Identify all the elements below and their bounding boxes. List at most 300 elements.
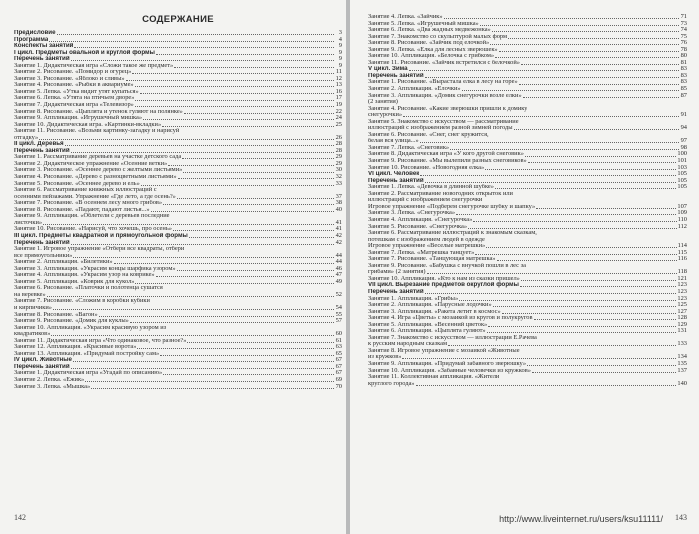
leader-dots (495, 57, 679, 58)
leader-dots (143, 119, 334, 120)
toc-entry-title: Занятие 8. Рисование. «Вагон» (14, 311, 98, 318)
toc-entry-title: Занятие 11. Рисование. «Возьми картинку-загадку и нарисуй (14, 128, 180, 135)
leader-dots (528, 162, 677, 163)
leader-dots (39, 139, 334, 140)
leader-dots (485, 169, 676, 170)
toc-entry-page: 67 (335, 370, 342, 377)
leader-dots (130, 322, 334, 323)
leader-dots (448, 345, 676, 346)
toc-entry-title: Занятие 4. Рисование. «Какие зверюшки пришли к домику (368, 105, 528, 112)
toc-entry-title: Занятие 3. Аппликация. «Украсим концы шарфика узором» (14, 265, 176, 272)
toc-entry-title: Занятие 3. Рисование. «Осеннее дерево с желтыми листьями» (14, 167, 183, 174)
toc-entry-title: Занятие 1. Рассматривание деревьев на участке детского сада (14, 154, 182, 161)
toc-entry-page: 28 (335, 147, 342, 154)
toc-entry (368, 381, 687, 388)
toc-list-left (14, 30, 342, 390)
toc-entry-title: Занятие 10. Рисование. «Новогодняя елка» (368, 164, 485, 171)
toc-entry-title: Занятие 9. Рисование. «Бабушка с внучкой пошли в лес за (368, 262, 526, 269)
leader-dots (427, 273, 677, 274)
toc-entry-page: 94 (680, 125, 687, 132)
toc-entry-title: Занятие 3. Аппликация. «Ракета летит в космос» (368, 308, 501, 315)
toc-entry-title: отгадку» (14, 134, 39, 141)
toc-entry-title: Занятие 9. Аппликация. «Придумай забавного зверюшку» (368, 360, 527, 367)
toc-entry-title: (2 занятия) (368, 99, 398, 106)
leader-dots (71, 60, 334, 61)
toc-entry-title: Занятие 3. Рисование. «Яблоко и сливы» (14, 75, 125, 82)
toc-entry-title: Занятие 4. Аппликация. «Снегурочка» (368, 216, 473, 223)
toc-entry-page: 57 (335, 318, 342, 325)
leader-dots (141, 185, 334, 186)
toc-entry-title: Занятие 9. Лепка. «Елка для лесных зверюшек» (368, 46, 498, 53)
toc-entry-title: Занятие 7. Знакомство с искусством — иллюстрации Е.Рачева (368, 334, 537, 341)
toc-entry-page: 26 (335, 134, 342, 141)
toc-entry-page: 69 (335, 376, 342, 383)
toc-entry-title: Занятие 5. Аппликация. «Весенний цветок» (368, 321, 488, 328)
toc-entry-title: Занятие 12. Аппликация. «Красивые ворота» (14, 344, 137, 351)
toc-entry-page: 123 (677, 288, 687, 295)
left-page (0, 0, 346, 534)
toc-entry-page: 9 (338, 43, 342, 50)
toc-entry-page: 118 (677, 269, 687, 276)
toc-entry-title: Занятие 5. Рисование. «Осеннее дерево и ель» (14, 180, 140, 187)
leader-dots (65, 145, 334, 146)
toc-entry-page: 12 (335, 75, 342, 82)
toc-entry-title: VII цикл. Вырезание предметов округлой формы (368, 282, 519, 289)
toc-entry-page: 41 (335, 219, 342, 226)
toc-entry-page: 4 (338, 36, 342, 43)
toc-entry-page: 73 (680, 20, 687, 27)
toc-entry-page: 25 (335, 121, 342, 128)
leader-dots (523, 97, 679, 98)
toc-entry-page: 129 (677, 321, 687, 328)
leader-dots (450, 149, 679, 150)
leader-dots (425, 182, 677, 183)
toc-entry-title: Занятие 10. Аппликация. «Забавные человечки из кружков» (368, 367, 531, 374)
toc-entry-title: Перечень занятий (14, 239, 70, 246)
leader-dots (468, 228, 677, 229)
toc-entry-page: 81 (680, 59, 687, 66)
leader-dots (73, 361, 334, 362)
leader-dots (47, 296, 334, 297)
leader-dots (486, 247, 676, 248)
toc-entry-title: Занятие 9. Рисование. «Домик для куклы» (14, 318, 129, 325)
leader-dots (514, 129, 679, 130)
leader-dots (43, 224, 334, 225)
toc-entry-title: Занятие 9. Рисование. «Мы вылепили разных снеговиков» (368, 158, 527, 165)
leader-dots (140, 93, 334, 94)
toc-entry-title: снегурочки» (368, 112, 403, 119)
leader-dots (177, 198, 334, 199)
right-page (350, 0, 699, 534)
page-number-right: 143 (675, 513, 687, 522)
toc-entry-page: 85 (680, 86, 687, 93)
toc-entry-page: 11 (335, 69, 342, 76)
toc-entry-page: 107 (677, 203, 687, 210)
toc-entry-title: все прямоугольники» (14, 252, 73, 259)
toc-entry-page: 71 (680, 14, 687, 20)
toc-entry-title: Занятие 13. Аппликация. «Придумай постройку сам» (14, 350, 160, 357)
leader-dots (151, 211, 334, 212)
toc-entry-page: 67 (335, 357, 342, 364)
leader-dots (49, 41, 334, 42)
toc-entry-page: 123 (677, 295, 687, 302)
toc-entry-title: IV цикл. Животные (14, 357, 72, 364)
toc-entry-page: 29 (335, 154, 342, 161)
leader-dots (487, 332, 677, 333)
toc-entry-page: 103 (677, 164, 687, 171)
leader-dots (492, 31, 679, 32)
leader-dots (499, 51, 679, 52)
toc-entry-page: 133 (677, 341, 687, 348)
leader-dots (51, 335, 334, 336)
toc-entry-page: 55 (335, 311, 342, 318)
toc-entry-title: Занятие 2. Аппликация. «Билетики» (14, 259, 113, 266)
toc-entry-page: 60 (335, 331, 342, 338)
toc-entry-page: 110 (677, 216, 687, 223)
toc-entry-page: 97 (680, 138, 687, 145)
toc-entry-page: 54 (335, 304, 342, 311)
toc-entry-title: Занятие 11. Дидактическая игра «Что одинаковое, что разное?» (14, 337, 187, 344)
leader-dots (521, 64, 679, 65)
toc-entry-page: 44 (335, 252, 342, 259)
leader-dots (132, 73, 334, 74)
leader-dots (114, 263, 334, 264)
toc-entry-page: 137 (677, 367, 687, 374)
leader-dots (488, 326, 676, 327)
toc-entry-title: Занятие 5. Знакомство с искусством — рассматривание (368, 118, 519, 125)
toc-entry-page: 76 (680, 40, 687, 47)
leader-dots (534, 319, 677, 320)
leader-dots (163, 204, 334, 205)
toc-entry-title: Занятие 1. Игровое упражнение «Отбери все квадраты, отбери (14, 246, 185, 253)
leader-dots (416, 385, 677, 386)
toc-entry-title: Программа (14, 36, 49, 43)
leader-dots (91, 388, 334, 389)
toc-entry-page: 13 (335, 82, 342, 89)
leader-dots (74, 47, 334, 48)
toc-entry-title: Занятие 7. Дидактическая игра «Телевизор» (14, 102, 134, 109)
toc-entry-title: Занятие 3. Аппликация. «Домик снегурочки возле елки» (368, 92, 522, 99)
leader-dots (135, 86, 334, 87)
toc-entry-page: 22 (335, 108, 342, 115)
toc-entry-page: 33 (335, 180, 342, 187)
toc-entry-page: 40 (335, 206, 342, 213)
leader-dots (502, 313, 677, 314)
leader-dots (475, 254, 676, 255)
toc-entry-title: Занятие 4. Рисование. «Дерево с разноцветными листьями» (14, 174, 177, 181)
toc-entry-title: Занятие 7. Рисование. «В осеннем лесу много грибов» (14, 200, 163, 207)
leader-dots (519, 84, 679, 85)
leader-dots (156, 54, 334, 55)
toc-entry-title: Игровое упражнение «Веселые матрешки» (368, 243, 486, 250)
toc-entry-page: 83 (680, 72, 687, 79)
toc-entry-title: осенними пейзажами. Упражнение «Где лето, а где осень?» (14, 193, 176, 200)
toc-entry-title: Занятие 8. Дидактическая игра «У кого другой снеговик» (368, 151, 524, 158)
toc-entry-page: 125 (677, 302, 687, 309)
toc-entry-title: Занятие 5. Лепка. «Утка видит утят купаться» (14, 88, 139, 95)
leader-dots (508, 38, 679, 39)
leader-dots (536, 208, 676, 209)
toc-entry-title: Занятие 8. Рисование. «Зайчик под елочкой» (368, 40, 490, 47)
leader-dots (135, 100, 334, 101)
leader-dots (71, 368, 334, 369)
toc-entry-title: листочки» (14, 219, 43, 226)
toc-entry-page: 44 (335, 259, 342, 266)
leader-dots (490, 44, 679, 45)
toc-entry-page: 37 (335, 193, 342, 200)
toc-entry-page: 87 (680, 92, 687, 99)
toc-entry-title: Занятие 2. Рассматривание новогодних открыток или (368, 190, 513, 197)
leader-dots (173, 230, 334, 231)
leader-dots (183, 172, 334, 173)
leader-dots (135, 283, 334, 284)
toc-entry-title: Занятие 6. Рассматривание иллюстраций к знакомым сказкам, (368, 230, 537, 237)
toc-entry-title: круглого города» (368, 380, 415, 387)
leader-dots (493, 306, 677, 307)
toc-entry-page: 127 (677, 308, 687, 315)
leader-dots (532, 372, 677, 373)
toc-entry-page: 42 (335, 232, 342, 239)
toc-entry-title: I цикл. Предметы овальной и круглой формы (14, 49, 155, 56)
toc-entry-title: Занятие 4. Игра «Цветы» с мозаикой из кругов и полукругов (368, 315, 533, 322)
leader-dots (480, 25, 679, 26)
toc-entry-page: 65 (335, 350, 342, 357)
toc-list-right (368, 14, 687, 387)
leader-dots (99, 316, 334, 317)
toc-entry-title: к русским народным сказкам (368, 341, 448, 348)
toc-entry-page: 67 (335, 363, 342, 370)
toc-entry-page: 75 (680, 33, 687, 40)
toc-entry-title: Перечень занятий (14, 147, 70, 154)
toc-entry-title: Занятие 1. Рисование. «Вырастала елка в лесу на горе» (368, 79, 518, 86)
toc-entry-title: Занятие 8. Рисование. «Падают, падают листья...» (14, 206, 150, 213)
toc-entry-title: Занятие 3. Лепка. «Снегурочка» (368, 210, 456, 217)
leader-dots (85, 381, 334, 382)
toc-entry-page: 9 (338, 62, 342, 69)
leader-dots (182, 158, 334, 159)
toc-entry-page: 24 (335, 115, 342, 122)
toc-entry-page: 135 (677, 360, 687, 367)
toc-entry-title: Занятие 1. Лепка. «Девочка в длинной шубке» (368, 184, 494, 191)
leader-dots (497, 260, 677, 261)
toc-entry-page: 78 (680, 46, 687, 53)
toc-entry-title: Занятие 9. Аппликация. «Игрушечный мишка» (14, 115, 143, 122)
toc-entry-page: 63 (335, 344, 342, 351)
toc-entry-page: 42 (335, 239, 342, 246)
toc-entry-title: Занятие 2. Аппликация. «Елочки» (368, 86, 461, 93)
watermark-url[interactable]: http://www.liveinternet.ru/users/ksu11111/ (499, 514, 663, 524)
toc-entry-title: Занятие 4. Лепка. «Зайчик» (368, 14, 443, 20)
leader-dots (520, 286, 677, 287)
toc-entry-title: Занятие 6. Лепка. «Два жадных медвежонка» (368, 27, 491, 34)
toc-entry-title: квадратиков» (14, 331, 51, 338)
leader-dots (403, 116, 679, 117)
leader-dots (177, 270, 334, 271)
toc-entry-title: Занятие 2. Рисование. «Помидор и огурец» (14, 69, 132, 76)
toc-entry-page: 47 (335, 272, 342, 279)
leader-dots (71, 152, 334, 153)
toc-entry-page: 91 (680, 112, 687, 119)
toc-entry-title: и кирпичики» (14, 304, 52, 311)
leader-dots (425, 293, 677, 294)
toc-entry-title: Занятие 7. Рисование. «Танцующая матрешка» (368, 256, 496, 263)
toc-entry-title: Занятие 2. Аппликация. «Парусные лодочки» (368, 302, 492, 309)
toc-entry-title: Занятие 7. Лепка. «Матрешка танцует» (368, 249, 475, 256)
toc-entry-page: 140 (677, 380, 687, 387)
toc-entry-title: Предисловие (14, 30, 56, 36)
leader-dots (495, 188, 676, 189)
toc-entry-page: 80 (680, 53, 687, 60)
toc-entry-title: Занятие 10. Аппликация. «Кто к нам из сказки пришел» (368, 275, 520, 282)
toc-entry-page: 134 (677, 354, 687, 361)
leader-dots (444, 18, 679, 19)
toc-entry-title: из кружков» (368, 354, 402, 361)
leader-dots (174, 67, 334, 68)
leader-dots (53, 309, 334, 310)
toc-entry-page: 98 (680, 144, 687, 151)
toc-entry-title: Занятие 1. Дидактическая игра «Сложи такое же предмет» (14, 62, 174, 69)
toc-entry-title: на веревке» (14, 291, 46, 298)
toc-entry-title: Занятие 8. Игровое упражнение с мозаикой «Животные (368, 347, 520, 354)
toc-entry-title: Перечень занятий (14, 56, 70, 63)
toc-entry-page: 19 (335, 102, 342, 109)
toc-entry-title: Занятие 4. Аппликация. «Украсим узор на коврике» (14, 272, 155, 279)
toc-entry-page: 74 (680, 27, 687, 34)
leader-dots (71, 244, 334, 245)
leader-dots (420, 175, 676, 176)
leader-dots (178, 178, 334, 179)
toc-entry-title: Занятие 6. Рисование. «Платочки и полотенца сушатся (14, 285, 163, 292)
toc-entry-title: Занятие 6. Рисование. «Снег, снег кружится, (368, 131, 489, 138)
leader-dots (425, 77, 679, 78)
toc-entry-title: потешкам с изображением людей в одежде (368, 236, 485, 243)
leader-dots (160, 355, 334, 356)
toc-entry-title: Игровое упражнение «Подберем снегурочке шубку и шапку» (368, 203, 536, 210)
toc-entry-page: 112 (677, 223, 687, 230)
toc-entry-title: Занятие 10. Дидактическая игра. «Картинки-вкладки» (14, 121, 162, 128)
toc-entry-title: Занятие 7. Лепка. «Снеговик» (368, 144, 450, 151)
toc-entry-title: Занятие 5. Рисование. «Снегурочка» (368, 223, 468, 230)
leader-dots (163, 374, 334, 375)
toc-entry-page: 116 (677, 256, 687, 263)
toc-entry-title: Перечень занятий (368, 72, 424, 79)
toc-entry-title: Занятие 1. Дидактическая игра «Угадай по описанию» (14, 370, 163, 377)
toc-entry-page: 61 (335, 337, 342, 344)
toc-entry-title: Занятие 9. Аппликация. «Облетели с деревьев последние (14, 213, 170, 220)
toc-entry (14, 384, 342, 391)
toc-entry-title: Занятие 10. Аппликация. «Белочка с грибком» (368, 53, 495, 60)
toc-entry-title: грибами» (2 занятия) (368, 269, 426, 276)
toc-entry-page: 83 (680, 66, 687, 73)
toc-entry-title: Занятие 3. Лепка. «Мышка» (14, 383, 91, 390)
leader-dots (462, 90, 679, 91)
leader-dots (168, 165, 334, 166)
toc-entry-page: 17 (335, 95, 342, 102)
toc-entry-title: Занятие 6. Лепка. «Утята на птичьем дворе» (14, 95, 135, 102)
toc-entry-title: Занятие 4. Рисование. «Рыбки в аквариуме» (14, 82, 134, 89)
toc-entry-title: Занятие 10. Рисование. «Нарисуй, что хочешь, про осень» (14, 226, 172, 233)
leader-dots (137, 348, 334, 349)
toc-entry-page: 115 (677, 249, 687, 256)
toc-entry-title: Перечень занятий (368, 177, 424, 184)
toc-entry-page: 52 (335, 291, 342, 298)
toc-entry-title: Перечень занятий (368, 288, 424, 295)
toc-entry-page: 100 (677, 151, 687, 158)
toc-entry-page: 41 (335, 226, 342, 233)
toc-entry-title: Занятие 2. Дидактическое упражнение «Осенние ветки» (14, 160, 168, 167)
toc-entry-page: 105 (677, 171, 687, 178)
leader-dots (459, 300, 676, 301)
toc-entry-title: Занятие 7. Знакомство со скульптурой малых форм (368, 33, 508, 40)
toc-entry-title: V цикл. Зима (368, 66, 408, 73)
toc-entry-title: белая вся улица...» (368, 138, 419, 145)
toc-entry-title: Занятие 11. Рисование. «Зайчик встретился с белочкой» (368, 59, 520, 66)
leader-dots (409, 70, 679, 71)
toc-entry-title: Занятие 8. Рисование. «Цыплята и утенок гуляют на полянке» (14, 108, 183, 115)
toc-entry-page: 9 (338, 49, 342, 56)
toc-entry-page: 83 (680, 79, 687, 86)
toc-entry-title: Занятие 5. Лепка. «Игрушечный мишка» (368, 20, 479, 27)
leader-dots (402, 358, 676, 359)
contents-title: СОДЕРЖАНИЕ (142, 14, 214, 25)
toc-entry-page: 3 (338, 30, 342, 36)
toc-entry-page: 109 (677, 210, 687, 217)
toc-entry-title: иллюстраций с изображением снегурочки (368, 197, 483, 204)
toc-entry-page: 131 (677, 328, 687, 335)
leader-dots (521, 280, 677, 281)
leader-dots (184, 113, 334, 114)
toc-entry-page: 28 (335, 141, 342, 148)
leader-dots (187, 342, 334, 343)
leader-dots (456, 214, 676, 215)
toc-entry-title: Занятие 1. Аппликация. «Грибы» (368, 295, 459, 302)
toc-entry-page: 114 (677, 243, 687, 250)
toc-entry-page: 105 (677, 177, 687, 184)
toc-entry-title: Занятие 6. Аппликация. «Цыплята гуляют» (368, 328, 486, 335)
toc-entry-page: 16 (335, 88, 342, 95)
leader-dots (162, 126, 334, 127)
toc-entry-page: 123 (677, 282, 687, 289)
toc-entry-page: 128 (677, 315, 687, 322)
toc-entry-page: 121 (677, 275, 687, 282)
leader-dots (57, 34, 334, 35)
toc-entry-title: II цикл. Деревья (14, 141, 64, 148)
toc-entry-page: 30 (335, 167, 342, 174)
toc-entry-page: 49 (335, 278, 342, 285)
toc-entry-title: иллюстраций с изображением разной зимней погоды (368, 125, 513, 132)
leader-dots (473, 221, 676, 222)
leader-dots (189, 237, 334, 238)
leader-dots (527, 365, 676, 366)
leader-dots (156, 276, 334, 277)
toc-entry-title: Занятие 7. Рисование. «Сложим в коробки кубики (14, 298, 150, 305)
leader-dots (420, 142, 679, 143)
toc-entry-title: Перечень занятий (14, 363, 70, 370)
toc-entry-page: 32 (335, 174, 342, 181)
toc-entry-page: 46 (335, 265, 342, 272)
leader-dots (73, 257, 334, 258)
toc-entry-title: Занятие 11. Коллективная аппликация. «Жители (368, 374, 500, 381)
toc-entry-title: III цикл. Предметы квадратной и прямоугольной формы (14, 232, 188, 239)
toc-entry-title: VI цикл. Человек (368, 171, 420, 178)
leader-dots (135, 106, 334, 107)
toc-entry-title: Занятие 6. Рассматривание книжных иллюстраций с (14, 187, 157, 194)
toc-entry-page: 101 (677, 158, 687, 165)
toc-entry-title: Занятие 5. Аппликация. «Коврик для кукол» (14, 278, 135, 285)
leader-dots (126, 80, 334, 81)
toc-entry-title: Занятие 2. Лепка. «Ежик» (14, 376, 85, 383)
toc-entry-page: 105 (677, 184, 687, 191)
